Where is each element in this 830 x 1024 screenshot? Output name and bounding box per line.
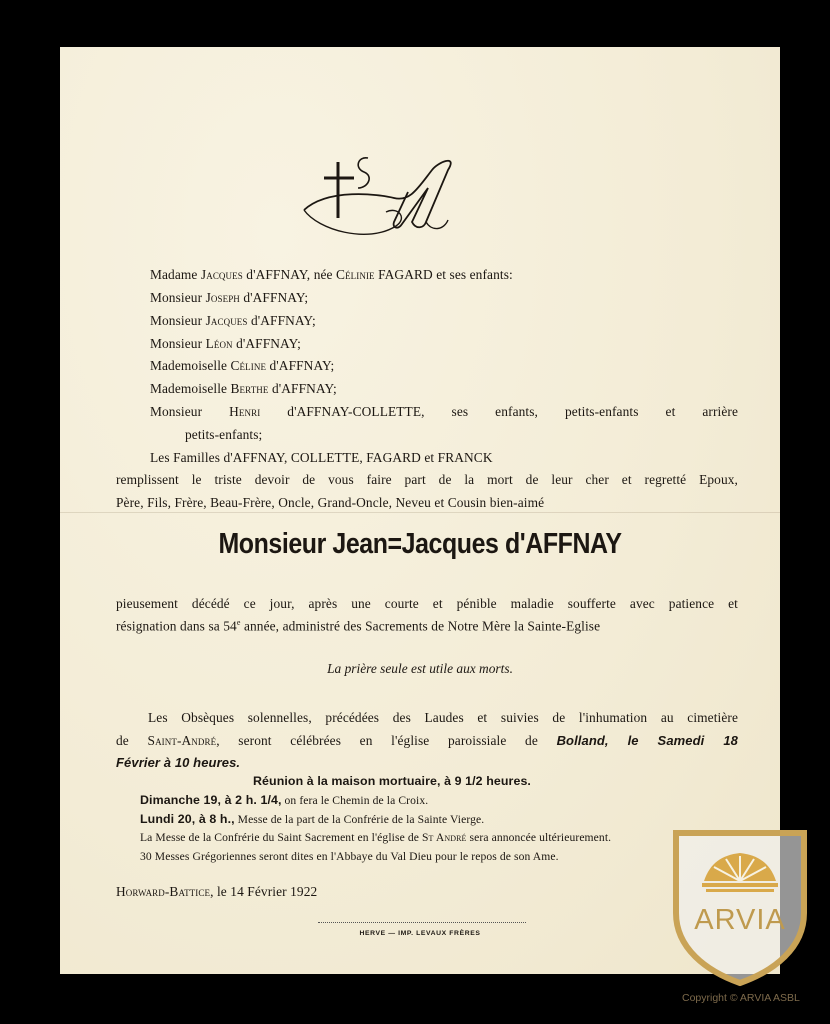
family-line-11: Père, Fils, Frère, Beau-Frère, Oncle, Grand-Oncle, Neveu et Cousin bien-aimé xyxy=(116,495,545,510)
deceased-name: Monsieur Jean=Jacques d'AFFNAY xyxy=(218,528,622,560)
arvia-shield-logo xyxy=(666,823,814,987)
funeral-line-3: Février à 10 heures. xyxy=(116,755,241,770)
family-line-5: Mademoiselle Céline d'AFFNAY; xyxy=(150,358,335,373)
death-line-2: résignation dans sa 54e année, administré des Sacrements de Notre Mère la Sainte-Eglise xyxy=(116,618,601,634)
family-line-10: remplissent le triste devoir de vous faire part de la mort de leur cher et regretté Epoux, xyxy=(116,472,738,487)
fold-line xyxy=(60,512,780,513)
arvia-logo-text: ARVIA xyxy=(694,904,786,936)
family-line-3: Monsieur Jacques d'AFFNAY; xyxy=(150,313,316,328)
family-line-6: Mademoiselle Berthe d'AFFNAY; xyxy=(150,381,337,396)
funeral-line-6: Lundi 20, à 8 h., Messe de la part de la Confrérie de la Sainte Vierge. xyxy=(140,812,485,826)
funeral-line-4: Réunion à la maison mortuaire, à 9 1/2 heures. xyxy=(253,774,531,788)
funeral-line-8: 30 Messes Grégoriennes seront dites en l'Abbaye du Val Dieu pour le repos de son Ame. xyxy=(140,850,559,863)
family-line-4: Monsieur Léon d'AFFNAY; xyxy=(150,336,301,351)
family-line-2: Monsieur Joseph d'AFFNAY; xyxy=(150,290,309,305)
family-line-1: Madame Jacques d'AFFNAY, née Célinie FAGARD et ses enfants: xyxy=(150,267,513,282)
family-line-9: Les Familles d'AFFNAY, COLLETTE, FAGARD et FRANCK xyxy=(150,450,493,465)
prayer-quote: La prière seule est utile aux morts. xyxy=(327,661,513,676)
printer-rule xyxy=(318,922,526,923)
copyright-notice: Copyright © ARVIA ASBL xyxy=(682,992,800,1004)
funeral-line-5: Dimanche 19, à 2 h. 1/4, on fera le Chemin de la Croix. xyxy=(140,793,429,807)
funeral-line-1: Les Obsèques solennelles, précédées des Laudes et suivies de l'inhumation au cimetière xyxy=(148,710,738,725)
funeral-line-7: La Messe de la Confrérie du Saint Sacrement en l'église de St André sera annoncée ultérieurement. xyxy=(140,831,612,844)
cross-monogram-icon xyxy=(298,148,468,248)
funeral-line-2: de Saint-André, seront célébrées en l'église paroissiale de Bolland, le Samedi 18 xyxy=(116,733,738,748)
death-line-1: pieusement décédé ce jour, après une courte et pénible maladie soufferte avec patience et xyxy=(116,596,738,611)
family-line-8: petits-enfants; xyxy=(185,427,263,442)
place-date: Horward-Battice, le 14 Février 1922 xyxy=(116,884,318,899)
family-line-7: Monsieur Henri d'AFFNAY-COLLETTE, ses enfants, petits-enfants et arrière xyxy=(150,404,739,419)
printer-imprint: HERVE — IMP. LEVAUX FRÈRES xyxy=(359,930,481,937)
